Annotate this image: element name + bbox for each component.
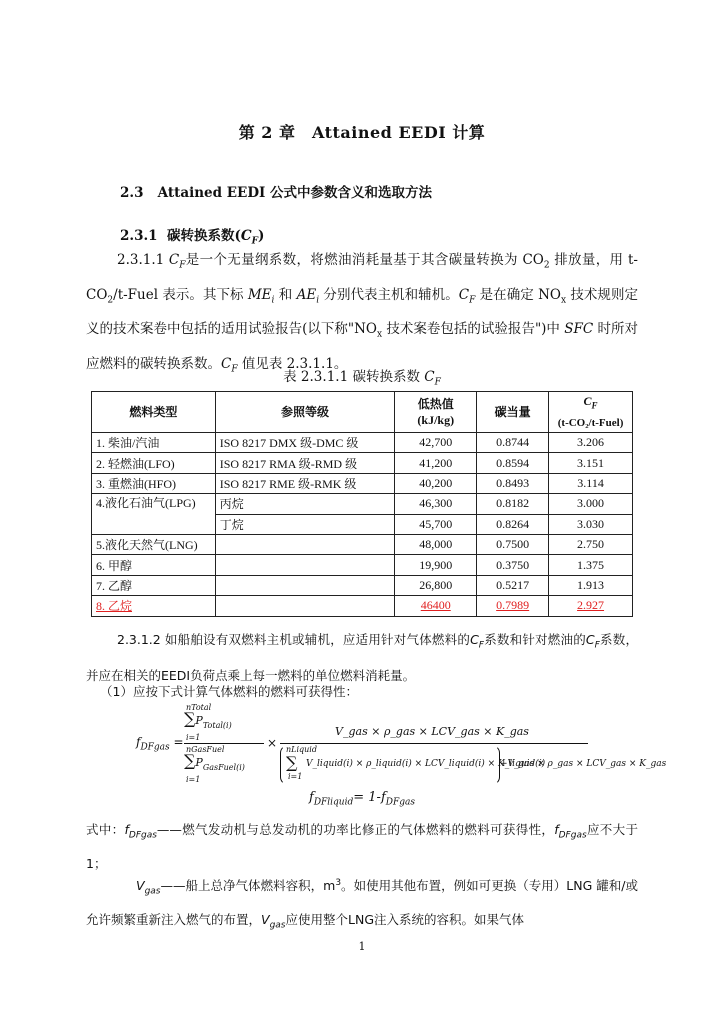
v-symbol: V xyxy=(261,911,270,927)
sum-symbol: $\sum P_{GasFuel(i)}$ xyxy=(184,751,245,773)
cf-symbol: C xyxy=(168,252,180,268)
para-text: 是在确定 NO xyxy=(475,286,561,303)
para-text: 是一个无量纲系数，将燃油消耗量基于其含碳量转换为 CO xyxy=(185,252,544,268)
cell-carbon: 0.7989 xyxy=(477,596,549,616)
cell-ref xyxy=(215,596,395,616)
cf-symbol: C xyxy=(458,286,470,303)
header-lcv-line2: (kJ/kg) xyxy=(417,413,455,427)
table-row xyxy=(92,555,633,575)
table-header-row xyxy=(92,392,633,433)
para-text: 式中： xyxy=(86,822,125,837)
para-text: 系数，并应在相关的EEDI负荷点乘上每一燃料的单位燃料消耗量。 xyxy=(86,632,638,683)
sum-upper-limit: nLiquid xyxy=(286,745,317,754)
cell-cf: 3.206 xyxy=(549,433,633,453)
formula-lhs xyxy=(136,735,184,752)
cell-fuel: 3. 重燃油(HFO) xyxy=(92,473,216,493)
p-subscript: GasFuel(i) xyxy=(202,763,245,773)
sfc-symbol: SFC xyxy=(564,321,594,338)
cell-lcv: 40,200 xyxy=(395,473,477,493)
v-subscript: gas xyxy=(269,920,286,931)
para-text: 2.3.1.2 如船舶设有双燃料主机或辅机，应适用针对气体燃料的 xyxy=(117,632,471,647)
section-number: 2.3 xyxy=(120,185,144,201)
cell-ref xyxy=(215,575,395,595)
fraction-bar xyxy=(280,743,588,744)
cell-lcv: 41,200 xyxy=(395,453,477,473)
cf-symbol: C xyxy=(221,356,232,373)
energy-ratio-numerator: V_gas × ρ_gas × LCV_gas × K_gas xyxy=(335,725,529,738)
cf-subscript: F xyxy=(478,640,484,651)
cf-symbol: C xyxy=(240,228,252,244)
cell-fuel: 2. 轻燃油(LFO) xyxy=(92,453,216,473)
power-ratio-denominator xyxy=(184,745,264,784)
table-row xyxy=(92,575,633,595)
para-text: /t-Fuel 表示。其下标 xyxy=(113,286,248,303)
cell-carbon: 0.8264 xyxy=(477,514,549,534)
cf-subscript: F xyxy=(179,260,186,271)
cf-symbol: C xyxy=(470,632,479,647)
sum-lower-limit: i=1 xyxy=(288,772,303,781)
para-text: 。如使用其他布置，例如可更换（专用）LNG 罐和/或允许频繁重新注入燃气的布置， xyxy=(86,878,639,927)
cell-ref: 丁烷 xyxy=(215,514,395,534)
sum-upper-limit: nGasFuel xyxy=(186,745,225,754)
cf-subscript: F xyxy=(591,400,598,411)
f-symbol: f xyxy=(309,790,314,805)
cell-carbon: 0.7500 xyxy=(477,534,549,554)
energy-ratio-denominator xyxy=(280,745,667,785)
header-cf-unit: (t-CO₂/t-Fuel) xyxy=(557,416,624,429)
table-row xyxy=(92,494,633,514)
subsection-number: 2.3.1 xyxy=(120,228,158,244)
me-symbol: ME xyxy=(247,286,272,303)
me-subscript: i xyxy=(271,295,275,306)
f-subscript: DFgas xyxy=(385,797,415,808)
header-fuel: 燃料类型 xyxy=(92,392,216,433)
cell-fuel: 7. 乙醇 xyxy=(92,575,216,595)
sum-lower-limit: i=1 xyxy=(186,775,201,785)
cell-lcv: 19,900 xyxy=(395,555,477,575)
cell-lcv: 26,800 xyxy=(395,575,477,595)
table-row xyxy=(92,433,633,453)
table-row xyxy=(92,453,633,473)
v-subscript: gas xyxy=(144,886,161,897)
page-number: 1 xyxy=(358,940,366,953)
cell-fuel: 4.液化石油气(LPG) xyxy=(92,494,216,535)
cell-carbon: 0.8594 xyxy=(477,453,549,473)
cf-subscript: F xyxy=(251,236,259,247)
cf-symbol: C xyxy=(424,369,435,385)
cf-subscript: F xyxy=(594,640,600,651)
para-text: 系数和针对燃油的 xyxy=(483,632,586,647)
chapter-title: 第 2 章 Attained EEDI 计算 xyxy=(238,123,486,142)
cell-carbon: 0.8744 xyxy=(477,433,549,453)
para-text: 应使用整个LNG注入系统的容积。如果气体 xyxy=(285,911,525,927)
formula-fdfliquid xyxy=(0,790,724,808)
cell-ref xyxy=(215,534,395,554)
paragraph-vgas-definition xyxy=(86,870,638,939)
para-text: 排放量，用 t-CO xyxy=(86,252,638,303)
para-text: 和 xyxy=(274,286,297,303)
gas-term: +V_gas × ρ_gas × LCV_gas × K_gas xyxy=(500,759,667,769)
f-symbol: f xyxy=(136,735,141,749)
section-heading xyxy=(120,181,432,201)
paragraph-fdfgas-definition xyxy=(86,816,638,877)
formula-fdfgas xyxy=(132,703,667,791)
carbon-factor-table xyxy=(91,391,633,617)
section-title: Attained EEDI 公式中参数含义和选取方法 xyxy=(157,185,433,201)
header-cf xyxy=(549,392,633,433)
cell-lcv: 48,000 xyxy=(395,534,477,554)
table-row xyxy=(92,473,633,493)
ae-symbol: AE xyxy=(296,286,317,303)
liquid-term: V_liquid(i) × ρ_liquid(i) × LCV_liquid(i) × K_liquid(i) xyxy=(306,759,546,769)
cf-symbol: C xyxy=(583,394,592,409)
cell-fuel: 8. 乙烷 xyxy=(92,596,216,616)
para-text: 时所对应燃料的碳转换系数。 xyxy=(86,321,639,373)
cell-cf: 1.913 xyxy=(549,575,633,595)
cell-lcv: 42,700 xyxy=(395,433,477,453)
sum-symbol: ∑ xyxy=(286,753,298,772)
nox-subscript: x xyxy=(377,330,383,341)
cell-ref: ISO 8217 RMA 级-RMD 级 xyxy=(215,453,395,473)
table-caption-text: 表 2.3.1.1 碳转换系数 xyxy=(283,369,425,385)
cf-subscript: F xyxy=(469,295,476,306)
cell-fuel: 6. 甲醇 xyxy=(92,555,216,575)
times-sign: × xyxy=(267,736,278,750)
cell-ref xyxy=(215,555,395,575)
cf-subscript: F xyxy=(231,364,238,375)
header-lcv-line1: 低热值 xyxy=(417,397,454,411)
f-subscript: DFgas xyxy=(140,742,170,753)
cell-cf: 3.151 xyxy=(549,453,633,473)
sum-upper-limit: nTotal xyxy=(186,703,212,712)
sum-symbol: $\sum P_{Total(i)}$ xyxy=(184,709,232,731)
table-row-highlighted xyxy=(92,596,633,616)
fraction-bar xyxy=(184,743,264,744)
cell-lcv: 46,300 xyxy=(395,494,477,514)
cell-carbon: 0.3750 xyxy=(477,555,549,575)
cf-subscript: F xyxy=(434,377,441,388)
subsection-heading xyxy=(120,224,264,247)
para-text: 技术案卷包括的试验报告")中 xyxy=(382,321,565,338)
paragraph-dual-fuel xyxy=(86,625,638,690)
f-symbol: f xyxy=(554,822,559,837)
para-text: 技术规则定义的技术案卷中包括的适用试验报告(以下称"NO xyxy=(86,286,638,338)
cell-ref: ISO 8217 DMX 级-DMC 级 xyxy=(215,433,395,453)
co2-subscript: 2 xyxy=(543,260,550,271)
para-text: 值见表 2.3.1.1。 xyxy=(237,356,348,373)
paragraph-cf-definition xyxy=(86,246,638,385)
header-ref: 参照等级 xyxy=(215,392,395,433)
paragraph-formula-intro: （1）应按下式计算气体燃料的燃料可获得性： xyxy=(100,684,358,699)
cell-carbon: 0.8493 xyxy=(477,473,549,493)
table-caption xyxy=(0,365,724,388)
f-subscript: DFgas xyxy=(128,830,157,841)
para-text: 应不大于1； xyxy=(86,822,638,871)
cell-lcv: 45,700 xyxy=(395,514,477,534)
cell-fuel: 5.液化天然气(LNG) xyxy=(92,534,216,554)
p-symbol: P xyxy=(195,756,203,769)
para-lead: 2.3.1.1 xyxy=(117,252,169,268)
cell-fuel: 1. 柴油/汽油 xyxy=(92,433,216,453)
co2-subscript: 2 xyxy=(107,295,114,306)
header-carbon: 碳当量 xyxy=(477,392,549,433)
cell-cf: 3.114 xyxy=(549,473,633,493)
formula-rhs: = 1-f xyxy=(353,790,386,805)
cell-cf: 3.000 xyxy=(549,494,633,514)
cell-ref: ISO 8217 RME 级-RMK 级 xyxy=(215,473,395,493)
subsection-close: ) xyxy=(258,228,265,244)
power-ratio-numerator xyxy=(184,703,244,742)
para-text: ——燃气发动机与总发动机的功率比修正的气体燃料的燃料可获得性， xyxy=(156,822,555,837)
equals-sign: = xyxy=(173,735,184,749)
cell-carbon: 0.8182 xyxy=(477,494,549,514)
subsection-title: 碳转换系数( xyxy=(167,228,241,244)
p-subscript: Total(i) xyxy=(202,721,232,731)
cell-cf: 2.927 xyxy=(549,596,633,616)
cf-symbol: C xyxy=(585,632,595,647)
table-row xyxy=(92,534,633,554)
f-symbol: f xyxy=(124,822,129,837)
para-text: ——船上总净气体燃料容积，m xyxy=(160,878,336,894)
nox-subscript: x xyxy=(560,295,567,306)
f-subscript: DFliquid xyxy=(313,797,354,808)
cell-ref: 丙烷 xyxy=(215,494,395,514)
cell-cf: 2.750 xyxy=(549,534,633,554)
cell-cf: 1.375 xyxy=(549,555,633,575)
cell-cf: 3.030 xyxy=(549,514,633,534)
header-lcv xyxy=(395,392,477,433)
v-symbol: V xyxy=(136,878,145,894)
para-text: 分别代表主机和辅机。 xyxy=(319,286,459,303)
cell-carbon: 0.5217 xyxy=(477,575,549,595)
ae-subscript: i xyxy=(316,295,320,306)
cell-lcv: 46400 xyxy=(395,596,477,616)
sum-lower-limit: i=1 xyxy=(186,733,201,743)
p-symbol: P xyxy=(195,714,203,727)
cubic-superscript: 3 xyxy=(335,878,342,888)
f-subscript: DFgas xyxy=(558,830,587,841)
